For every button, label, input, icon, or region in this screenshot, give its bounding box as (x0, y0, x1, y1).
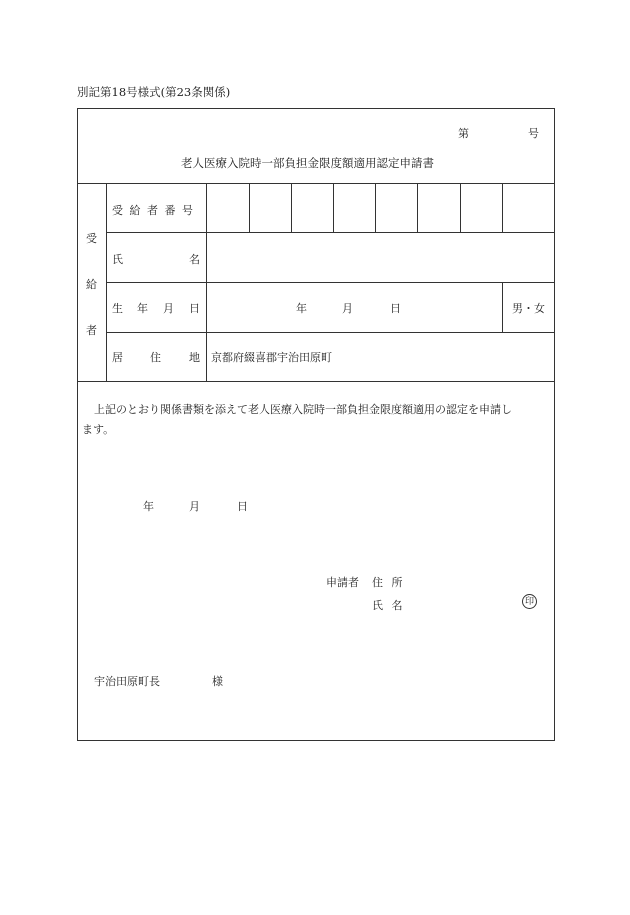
applicant-role: 申請者 (326, 576, 359, 589)
name-label-second: 名 (189, 253, 200, 266)
rule-number (106, 232, 555, 233)
birth-day-label: 日 (390, 302, 401, 315)
address-label-char: 居 (112, 351, 123, 364)
rule-side-label (106, 183, 107, 381)
birth-label-char: 月 (163, 302, 174, 315)
digit-box-divider (375, 183, 376, 232)
birth-label-char: 年 (137, 302, 148, 315)
digit-box-divider (249, 183, 250, 232)
side-label-char: 者 (86, 324, 97, 337)
digit-box-divider (417, 183, 418, 232)
side-label-char: 給 (86, 278, 97, 291)
digit-box-divider (291, 183, 292, 232)
form-title: 老人医療入院時一部負担金限度額適用認定申請書 (181, 156, 434, 170)
application-day-label: 日 (237, 500, 248, 513)
addressee-honorific: 様 (212, 675, 223, 688)
rule-gender (502, 282, 503, 332)
number-dai-label: 第 (458, 127, 469, 140)
form-caption: 別記第18号様式(第23条関係) (77, 85, 231, 99)
addressee-name: 宇治田原町長 (94, 675, 160, 688)
rule-address (77, 381, 555, 382)
declaration-text-line1: 上記のとおり関係書類を添えて老人医療入院時一部負担金限度額適用の認定を申請し (94, 403, 512, 416)
address-value: 京都府綴喜郡宇治田原町 (211, 351, 332, 364)
digit-box-divider (460, 183, 461, 232)
name-label-first: 氏 (112, 253, 123, 266)
gender-option: 男・女 (512, 302, 545, 315)
rule-birth (106, 332, 555, 333)
application-year-label: 年 (143, 500, 154, 513)
birth-label-char: 生 (112, 302, 123, 315)
rule-label-column (206, 183, 207, 381)
seal-mark-icon: 印 (522, 594, 537, 609)
declaration-text-line2: ます。 (82, 423, 115, 436)
applicant-name-label: 氏 名 (372, 599, 403, 612)
address-label-char: 住 (150, 351, 161, 364)
side-label-char: 受 (86, 232, 97, 245)
digit-box-divider (502, 183, 503, 232)
application-month-label: 月 (189, 500, 200, 513)
birth-month-label: 月 (342, 302, 353, 315)
address-label-char: 地 (189, 351, 200, 364)
birth-year-label: 年 (296, 302, 307, 315)
applicant-address-label: 住 所 (372, 576, 403, 589)
birth-label-char: 日 (189, 302, 200, 315)
rule-name (106, 282, 555, 283)
recipient-number-label: 受 給 者 番 号 (112, 204, 193, 217)
rule-header (77, 183, 555, 184)
number-go-label: 号 (528, 127, 539, 140)
digit-box-divider (333, 183, 334, 232)
